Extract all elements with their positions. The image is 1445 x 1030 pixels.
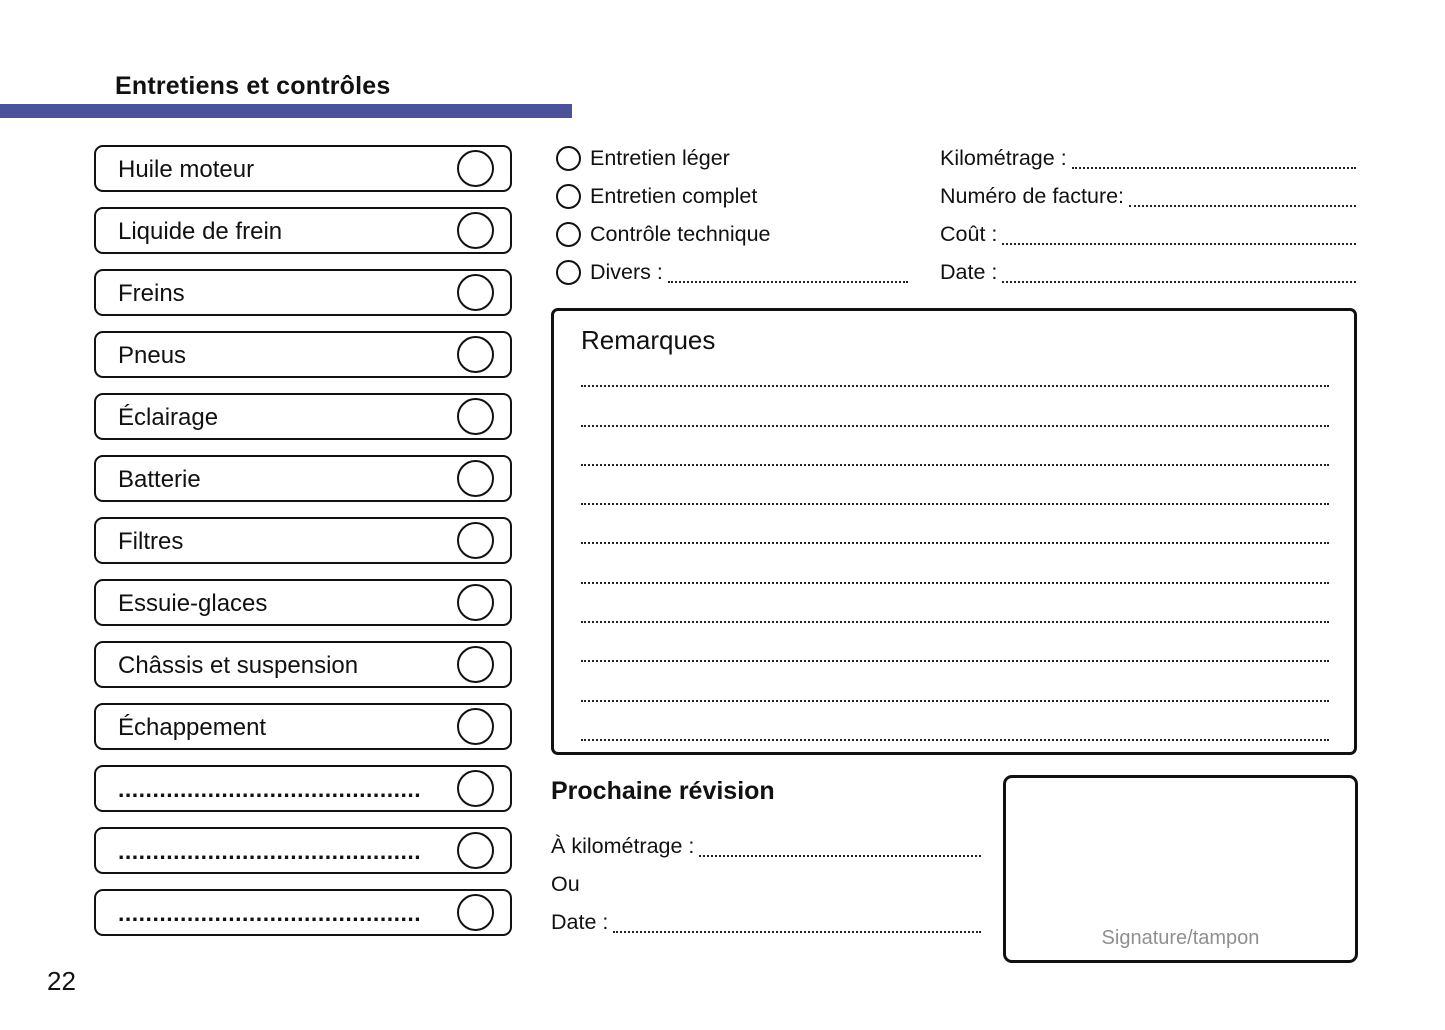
checklist-label: Essuie-glaces [118, 589, 268, 617]
checklist-row-blank-2 [94, 827, 512, 874]
field-label: Numéro de facture: [940, 183, 1125, 208]
check-circle[interactable] [457, 336, 494, 373]
check-circle[interactable] [457, 894, 494, 931]
remarks-lines [581, 348, 1329, 741]
option-divers [556, 253, 908, 291]
field-label: Date : [551, 909, 609, 934]
remark-line[interactable] [581, 584, 1329, 623]
checklist-label: Échappement [118, 713, 267, 741]
signature-box[interactable] [1003, 775, 1358, 963]
checklist-blank-line[interactable]: ............................................ [118, 838, 422, 864]
checklist-row-filtres [94, 517, 512, 564]
checklist-label: Huile moteur [118, 155, 255, 183]
remark-line[interactable] [581, 387, 1329, 426]
radio-circle[interactable] [556, 260, 581, 285]
field-label: À kilométrage : [551, 833, 695, 858]
checklist-row-liquide-de-frein [94, 207, 512, 254]
field-a-kilometrage [551, 827, 981, 865]
divers-input-line[interactable] [668, 253, 908, 283]
radio-circle[interactable] [556, 222, 581, 247]
field-label: Kilométrage : [940, 145, 1067, 170]
checklist-label: Éclairage [118, 403, 219, 431]
remark-line[interactable] [581, 702, 1329, 741]
checklist-row-chassis-et-suspension [94, 641, 512, 688]
next-date-input-line[interactable] [613, 903, 981, 933]
checklist-row-echappement [94, 703, 512, 750]
checklist-label: Pneus [118, 341, 187, 369]
check-circle[interactable] [457, 584, 494, 621]
checklist-blank-line[interactable]: ............................................ [118, 900, 422, 926]
page-number: 22 [47, 966, 76, 996]
checklist-row-eclairage [94, 393, 512, 440]
checklist-row-blank-3 [94, 889, 512, 936]
signature-label: Signature/tampon [1101, 927, 1260, 949]
checklist-label: Liquide de frein [118, 217, 283, 245]
option-label: Divers : [590, 259, 663, 284]
a-kilometrage-input-line[interactable] [699, 827, 981, 857]
checklist-row-pneus [94, 331, 512, 378]
checklist-row-huile-moteur [94, 145, 512, 192]
checklist-row-essuie-glaces [94, 579, 512, 626]
option-label: Entretien léger [590, 145, 730, 170]
checklist-label: Filtres [118, 527, 184, 555]
accent-bar [0, 104, 572, 118]
checklist-row-freins [94, 269, 512, 316]
option-controle-technique [556, 215, 908, 253]
check-circle[interactable] [457, 212, 494, 249]
checklist-row-blank-1 [94, 765, 512, 812]
field-kilometrage [940, 139, 1356, 177]
option-label: Entretien complet [590, 183, 758, 208]
numero-facture-input-line[interactable] [1129, 177, 1356, 207]
kilometrage-input-line[interactable] [1072, 139, 1356, 169]
field-numero-de-facture [940, 177, 1356, 215]
service-type-options [556, 139, 908, 291]
check-circle[interactable] [457, 832, 494, 869]
remarks-title: Remarques [581, 325, 716, 355]
check-circle[interactable] [457, 708, 494, 745]
field-label: Date : [940, 259, 998, 284]
checklist-label: Freins [118, 279, 185, 307]
check-circle[interactable] [457, 770, 494, 807]
check-circle[interactable] [457, 398, 494, 435]
remark-line[interactable] [581, 427, 1329, 466]
check-circle[interactable] [457, 150, 494, 187]
checklist-label: Châssis et suspension [118, 651, 359, 679]
check-circle[interactable] [457, 646, 494, 683]
page-title: Entretiens et contrôles [115, 72, 391, 100]
remark-line[interactable] [581, 505, 1329, 544]
check-circle[interactable] [457, 274, 494, 311]
option-label: Contrôle technique [590, 221, 771, 246]
field-label: Ou [551, 871, 580, 896]
next-service-title: Prochaine révision [551, 777, 775, 805]
field-next-date [551, 903, 981, 941]
field-date [940, 253, 1356, 291]
maintenance-checklist [94, 145, 512, 936]
check-circle[interactable] [457, 460, 494, 497]
remarks-box [551, 308, 1357, 755]
checklist-label: Batterie [118, 465, 201, 493]
radio-circle[interactable] [556, 184, 581, 209]
checklist-blank-line[interactable]: ............................................ [118, 776, 422, 802]
date-input-line[interactable] [1002, 253, 1356, 283]
remark-line[interactable] [581, 466, 1329, 505]
remark-line[interactable] [581, 623, 1329, 662]
checklist-row-batterie [94, 455, 512, 502]
field-cout [940, 215, 1356, 253]
option-entretien-leger [556, 139, 908, 177]
cout-input-line[interactable] [1002, 215, 1356, 245]
record-fields [940, 139, 1356, 291]
remark-line[interactable] [581, 662, 1329, 701]
field-label: Coût : [940, 221, 998, 246]
radio-circle[interactable] [556, 146, 581, 171]
field-ou [551, 865, 981, 903]
remark-line[interactable] [581, 544, 1329, 583]
remark-line[interactable] [581, 348, 1329, 387]
option-entretien-complet [556, 177, 908, 215]
check-circle[interactable] [457, 522, 494, 559]
next-service-fields [551, 827, 981, 941]
